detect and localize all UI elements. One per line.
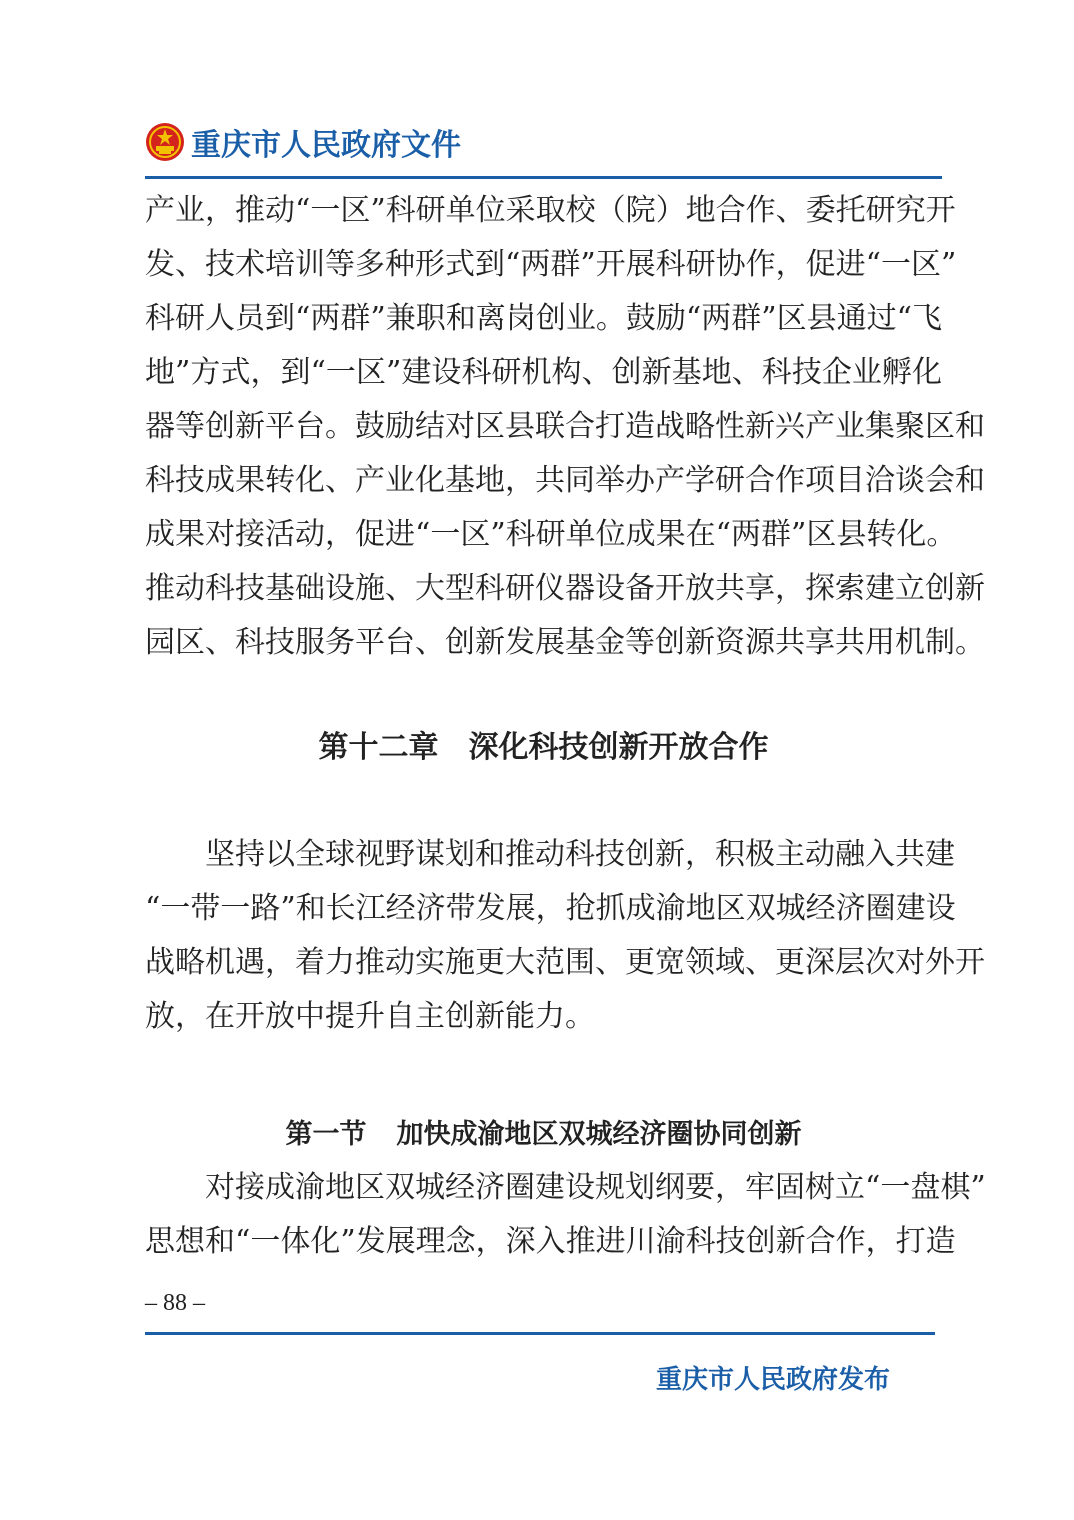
body-line: 发、技术培训等多种形式到“两群”开展科研协作，促进“一区” [145,247,957,282]
header-divider [145,176,942,179]
body-line: “一带一路”和长江经济带发展，抢抓成渝地区双城经济圈建设 [145,891,956,926]
body-line: 思想和“一体化”发展理念，深入推进川渝科技创新合作，打造 [145,1224,956,1259]
body-line: 放，在开放中提升自主创新能力。 [145,999,595,1034]
footer-publisher: 重庆市人民政府发布 [655,1365,890,1395]
section-number: 第一节 [285,1119,367,1150]
national-emblem-icon [145,122,185,162]
document-header [145,118,461,166]
chapter-title: 深化科技创新开放合作 [468,730,769,765]
chapter-number: 第十二章 [318,730,439,765]
body-line: 对接成渝地区双城经济圈建设规划纲要，牢固树立“一盘棋” [205,1170,986,1205]
body-line: 推动科技基础设施、大型科研仪器设备开放共享，探索建立创新 [145,571,985,606]
footer-divider [145,1332,935,1335]
chapter-heading [145,728,942,768]
body-line: 器等创新平台。鼓励结对区县联合打造战略性新兴产业集聚区和 [145,409,985,444]
body-line: 园区、科技服务平台、创新发展基金等创新资源共享共用机制。 [145,625,985,660]
header-title: 重庆市人民政府文件 [191,128,461,163]
body-line: 科研人员到“两群”兼职和离岗创业。鼓励“两群”区县通过“飞 [145,301,942,336]
body-line: 成果对接活动，促进“一区”科研单位成果在“两群”区县转化。 [145,517,957,552]
body-line: 坚持以全球视野谋划和推动科技创新，积极主动融入共建 [205,837,955,872]
section-title: 加快成渝地区双城经济圈协同创新 [396,1119,802,1150]
page-number: – 88 – [145,1290,205,1316]
body-line: 地”方式，到“一区”建设科研机构、创新基地、科技企业孵化 [145,355,942,390]
body-line: 产业，推动“一区”科研单位采取校（院）地合作、委托研究开 [145,193,956,228]
body-line: 战略机遇，着力推动实施更大范围、更宽领域、更深层次对外开 [145,945,985,980]
body-line: 科技成果转化、产业化基地，共同举办产学研合作项目洽谈会和 [145,463,985,498]
section-heading [145,1115,942,1155]
